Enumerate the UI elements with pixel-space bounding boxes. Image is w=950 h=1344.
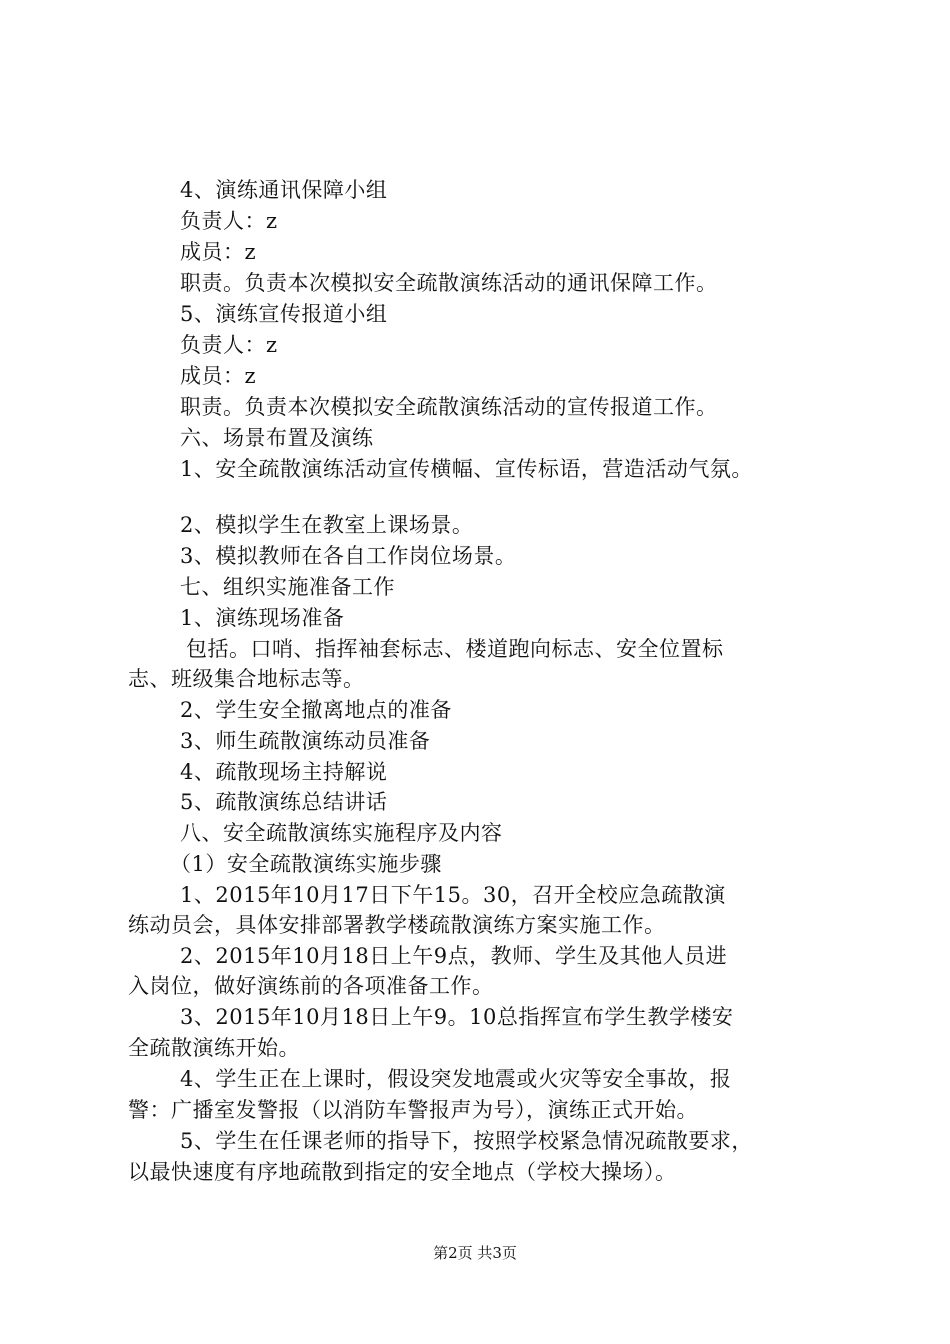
- text-line: （1）安全疏散演练实施步骤: [170, 852, 442, 876]
- text-line: 4、学生正在上课时，假设突发地震或火灾等安全事故，报: [180, 1067, 732, 1091]
- section-heading: 八、安全疏散演练实施程序及内容: [180, 821, 503, 845]
- text-line: 职责。负责本次模拟安全疏散演练活动的通讯保障工作。: [180, 271, 718, 295]
- text-line: 5、学生在任课老师的指导下，按照学校紧急情况疏散要求，: [180, 1129, 753, 1153]
- text-line: 成员：z: [180, 364, 257, 388]
- text-line: 全疏散演练开始。: [128, 1036, 300, 1060]
- text-line: 5、疏散演练总结讲话: [180, 790, 388, 814]
- text-line: 警：广播室发警报（以消防车警报声为号），演练正式开始。: [128, 1098, 698, 1122]
- text-line: 以最快速度有序地疏散到指定的安全地点（学校大操场）。: [128, 1160, 677, 1184]
- text-line: 1、演练现场准备: [180, 606, 345, 630]
- text-line: 负责人：z: [180, 333, 278, 357]
- text-line: 成员：z: [180, 240, 257, 264]
- text-line: 志、班级集合地标志等。: [128, 667, 365, 691]
- section-heading: 六、场景布置及演练: [180, 426, 374, 450]
- text-line: 3、2015年10月18日上午9。10总指挥宣布学生教学楼安: [180, 1005, 734, 1029]
- text-line: 2、模拟学生在教室上课场景。: [180, 513, 474, 537]
- text-line: 4、演练通讯保障小组: [180, 178, 388, 202]
- text-line: 3、师生疏散演练动员准备: [180, 729, 431, 753]
- text-line: 1、安全疏散演练活动宣传横幅、宣传标语，营造活动气氛。: [180, 457, 753, 481]
- page-number: 第2页 共3页: [433, 1244, 517, 1262]
- section-heading: 七、组织实施准备工作: [180, 575, 395, 599]
- text-line: 练动员会，具体安排部署教学楼疏散演练方案实施工作。: [128, 913, 666, 937]
- text-line: 入岗位，做好演练前的各项准备工作。: [128, 974, 494, 998]
- text-line: 2、学生安全撤离地点的准备: [180, 698, 452, 722]
- text-line: 1、2015年10月17日下午15。30，召开全校应急疏散演: [180, 883, 726, 907]
- text-line: 包括。口哨、指挥袖套标志、楼道跑向标志、安全位置标: [186, 637, 724, 661]
- text-line: 4、疏散现场主持解说: [180, 760, 388, 784]
- text-line: 5、演练宣传报道小组: [180, 302, 388, 326]
- text-line: 负责人：z: [180, 209, 278, 233]
- text-line: 职责。负责本次模拟安全疏散演练活动的宣传报道工作。: [180, 395, 718, 419]
- text-line: 3、模拟教师在各自工作岗位场景。: [180, 544, 517, 568]
- text-line: 2、2015年10月18日上午9点，教师、学生及其他人员进: [180, 944, 728, 968]
